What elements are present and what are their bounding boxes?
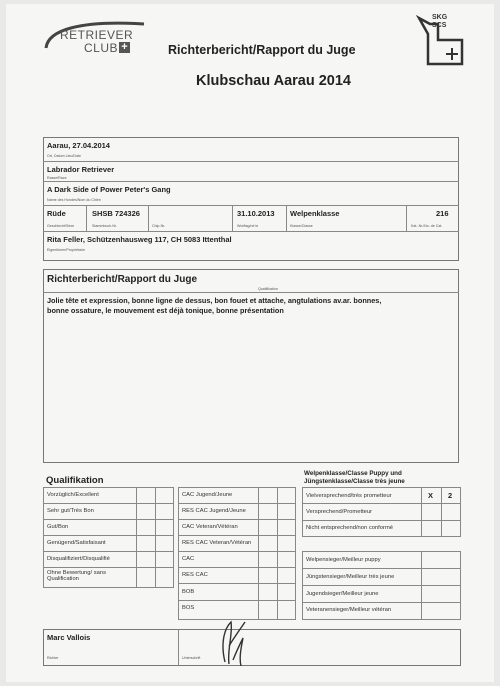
cac-row-veteran: CAC Veteran/Vétéran (182, 524, 238, 530)
report-heading: Richterbericht/Rapport du Juge (47, 274, 198, 285)
puppy-row-prometteur: Versprechend/Prometteur (306, 509, 373, 515)
date-place-label: Ort, Datum Lieu/Date (47, 154, 81, 158)
cac-row-cac: CAC (182, 556, 195, 562)
swiss-cross-icon: + (119, 42, 130, 53)
qual-row-bon: Gut/Bon (47, 524, 69, 530)
logo-line1: RETRIEVER (60, 28, 134, 42)
document-page (6, 4, 494, 682)
report-text-line2: bonne ossature, le mouvement est déjà tonique, bonne présentation (47, 306, 284, 315)
puppy-mark: X (428, 491, 434, 500)
qualification-heading: Qualifikation (46, 475, 104, 486)
studbook-label: Stammbuch-Nr. (92, 224, 117, 228)
award-row-puppy: Welpensieger/Meilleur puppy (306, 557, 381, 563)
qual-row-sans-qualification: Ohne Bewertung/ sans Qualification (47, 570, 106, 582)
breed-label: Rasse/Race (47, 176, 67, 180)
sex-label: Geschlecht/Sexe (47, 224, 75, 228)
cac-row-jeune: CAC Jugend/Jeune (182, 492, 233, 498)
owner-value: Rita Feller, Schützenhausweg 117, CH 5083 Ittenthal (47, 235, 232, 244)
award-row-veteran: Veteranensieger/Meilleur vétéran (306, 607, 392, 613)
class-value: Welpenklasse (290, 209, 340, 218)
class-label: Klasse/Classe (290, 224, 313, 228)
judge-box (43, 629, 461, 666)
cac-row-bos: BOS (182, 605, 195, 611)
breed-value: Labrador Retriever (47, 165, 115, 174)
catalog-no-value: 216 (436, 209, 449, 218)
catalog-no-label: Kat.-Nr./No. de Cat. (411, 224, 443, 228)
judge-signature (211, 616, 251, 668)
puppy-heading-line1: Welpenklasse/Classe Puppy und (304, 470, 402, 477)
page-title: Richterbericht/Rapport du Juge (168, 43, 356, 57)
signature-label: Unterschrift (182, 656, 201, 660)
qual-row-excellent: Vorzüglich/Excellent (47, 492, 99, 498)
report-qualification-label: Qualifikation (258, 287, 278, 291)
puppy-row-non-conforme: Nicht entsprechend/non conformé (306, 525, 394, 531)
birth-date-label: Wurftag/né le (237, 224, 259, 228)
cac-row-res-cac: RES CAC (182, 572, 208, 578)
owner-label: Eigentümer/Propriétaire (47, 248, 85, 252)
dog-name-value: A Dark Side of Power Peter's Gang (47, 185, 171, 194)
award-row-jeune: Jugendsieger/Meilleur jeune (306, 591, 379, 597)
skg-line1: SKG (432, 14, 448, 21)
award-row-tres-jeune: Jüngstensieger/Meilleur très jeune (306, 574, 395, 580)
birth-date-value: 31.10.2013 (237, 209, 275, 218)
judge-label: Richter (47, 656, 59, 660)
report-text-line1: Jolie tête et expression, bonne ligne de dessus, bon fouet et attache, angtulations av.ar. bonnes, (47, 296, 382, 305)
judge-name: Marc Vallois (47, 633, 91, 642)
date-place-value: Aarau, 27.04.2014 (47, 141, 110, 150)
puppy-rank: 2 (448, 491, 453, 500)
cac-row-bob: BOB (182, 589, 195, 595)
puppy-row-tres-prometteur: Vielversprechend/très prometteur (306, 493, 392, 499)
puppy-heading-line2: Jüngstenklasse/Classe très jeune (304, 478, 405, 485)
qual-row-satisfaisant: Genügend/Satisfaisant (47, 540, 106, 546)
dog-name-label: Name des Hundes/Nom du Chien (47, 198, 101, 202)
logo-line2: CLUB (84, 41, 119, 55)
cac-row-res-jeune: RES CAC Jugend/Jeune (182, 508, 246, 514)
sex-value: Rüde (47, 209, 66, 218)
qual-row-tres-bon: Sehr gut/Très Bon (47, 508, 94, 514)
skg-line2: SCS (432, 22, 447, 29)
cac-row-res-veteran: RES CAC Veteran/Vétéran (182, 540, 252, 546)
studbook-value: SHSB 724326 (92, 209, 140, 218)
event-title: Klubschau Aarau 2014 (196, 73, 351, 89)
qual-row-disqualifie: Disqualifiziert/Disqualifié (47, 556, 110, 562)
chip-label: Chip-Nr. (152, 224, 166, 228)
